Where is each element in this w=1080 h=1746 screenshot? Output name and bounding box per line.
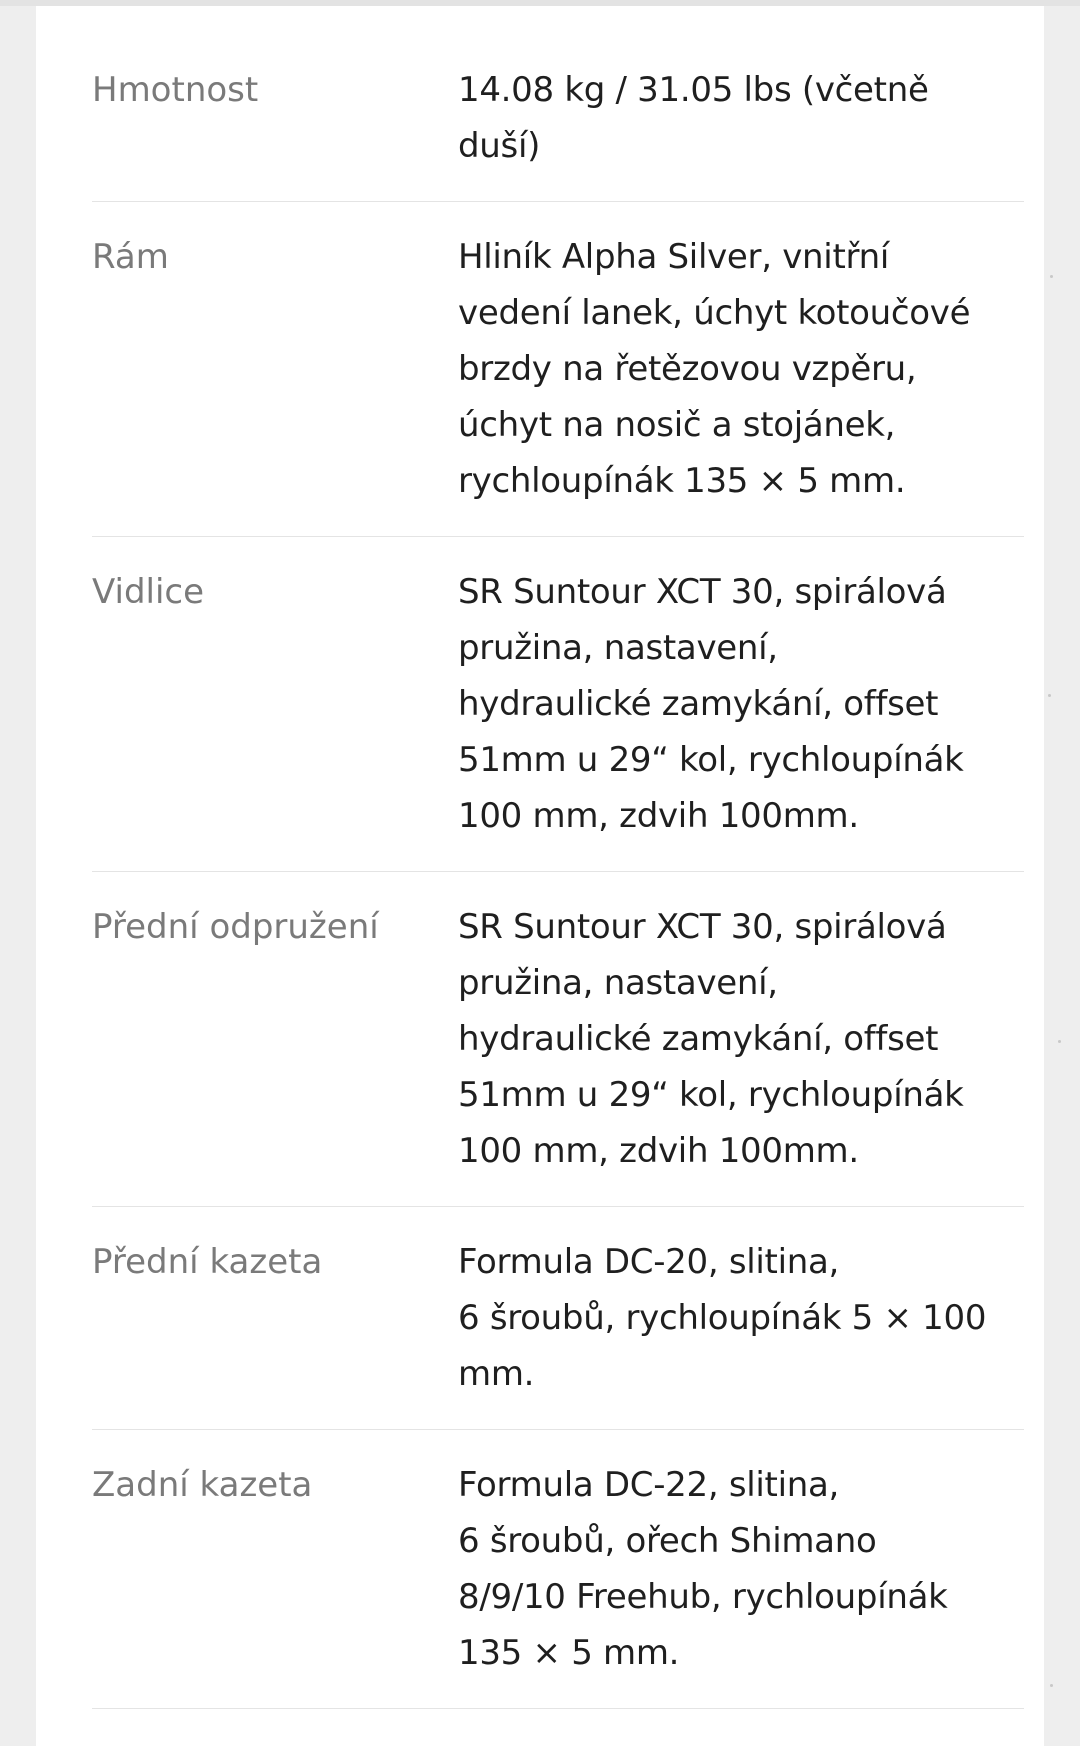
spec-label: Rám bbox=[92, 237, 169, 277]
background-speck bbox=[1050, 1684, 1053, 1687]
spec-label: Zadní kazeta bbox=[92, 1465, 313, 1505]
spec-row-front-hub bbox=[92, 1234, 1024, 1430]
spec-table bbox=[92, 62, 1024, 1736]
spec-value: Formula DC-22, slitina, 6 šroubů, ořech Shimano 8/9/10 Freehub, rychloupínák 135 × 5 mm. bbox=[458, 1465, 948, 1673]
spec-label: Hmotnost bbox=[92, 70, 259, 110]
spec-label: Vidlice bbox=[92, 572, 205, 612]
spec-card bbox=[36, 6, 1044, 1746]
spec-value: SR Suntour XCT 30, spirálová pružina, nastavení, hydraulické zamykání, offset 51mm u 29“ kol, rychloupínák 100 mm, zdvih 100mm. bbox=[458, 907, 964, 1171]
background-speck bbox=[1048, 694, 1051, 697]
spec-row-frame bbox=[92, 229, 1024, 537]
spec-label: Přední kazeta bbox=[92, 1242, 323, 1282]
spec-row-fork bbox=[92, 564, 1024, 872]
spec-row-weight bbox=[92, 62, 1024, 202]
spec-row-front-suspension bbox=[92, 899, 1024, 1207]
spec-value: SR Suntour XCT 30, spirálová pružina, nastavení, hydraulické zamykání, offset 51mm u 29“ kol, rychloupínák 100 mm, zdvih 100mm. bbox=[458, 572, 964, 836]
background-speck bbox=[1050, 275, 1053, 278]
spec-label: Přední odpružení bbox=[92, 907, 379, 947]
spec-value: Hliník Alpha Silver, vnitřní vedení lanek, úchyt kotoučové brzdy na řetězovou vzpěru, úchyt na nosič a stojánek, rychloupínák 135 × 5 mm. bbox=[458, 237, 971, 501]
spec-value: 14.08 kg / 31.05 lbs (včetně duší) bbox=[458, 70, 929, 166]
spec-value: Formula DC-20, slitina, 6 šroubů, rychloupínák 5 × 100 mm. bbox=[458, 1242, 987, 1394]
background-speck bbox=[1058, 1040, 1061, 1043]
spec-row-rear-hub bbox=[92, 1457, 1024, 1709]
